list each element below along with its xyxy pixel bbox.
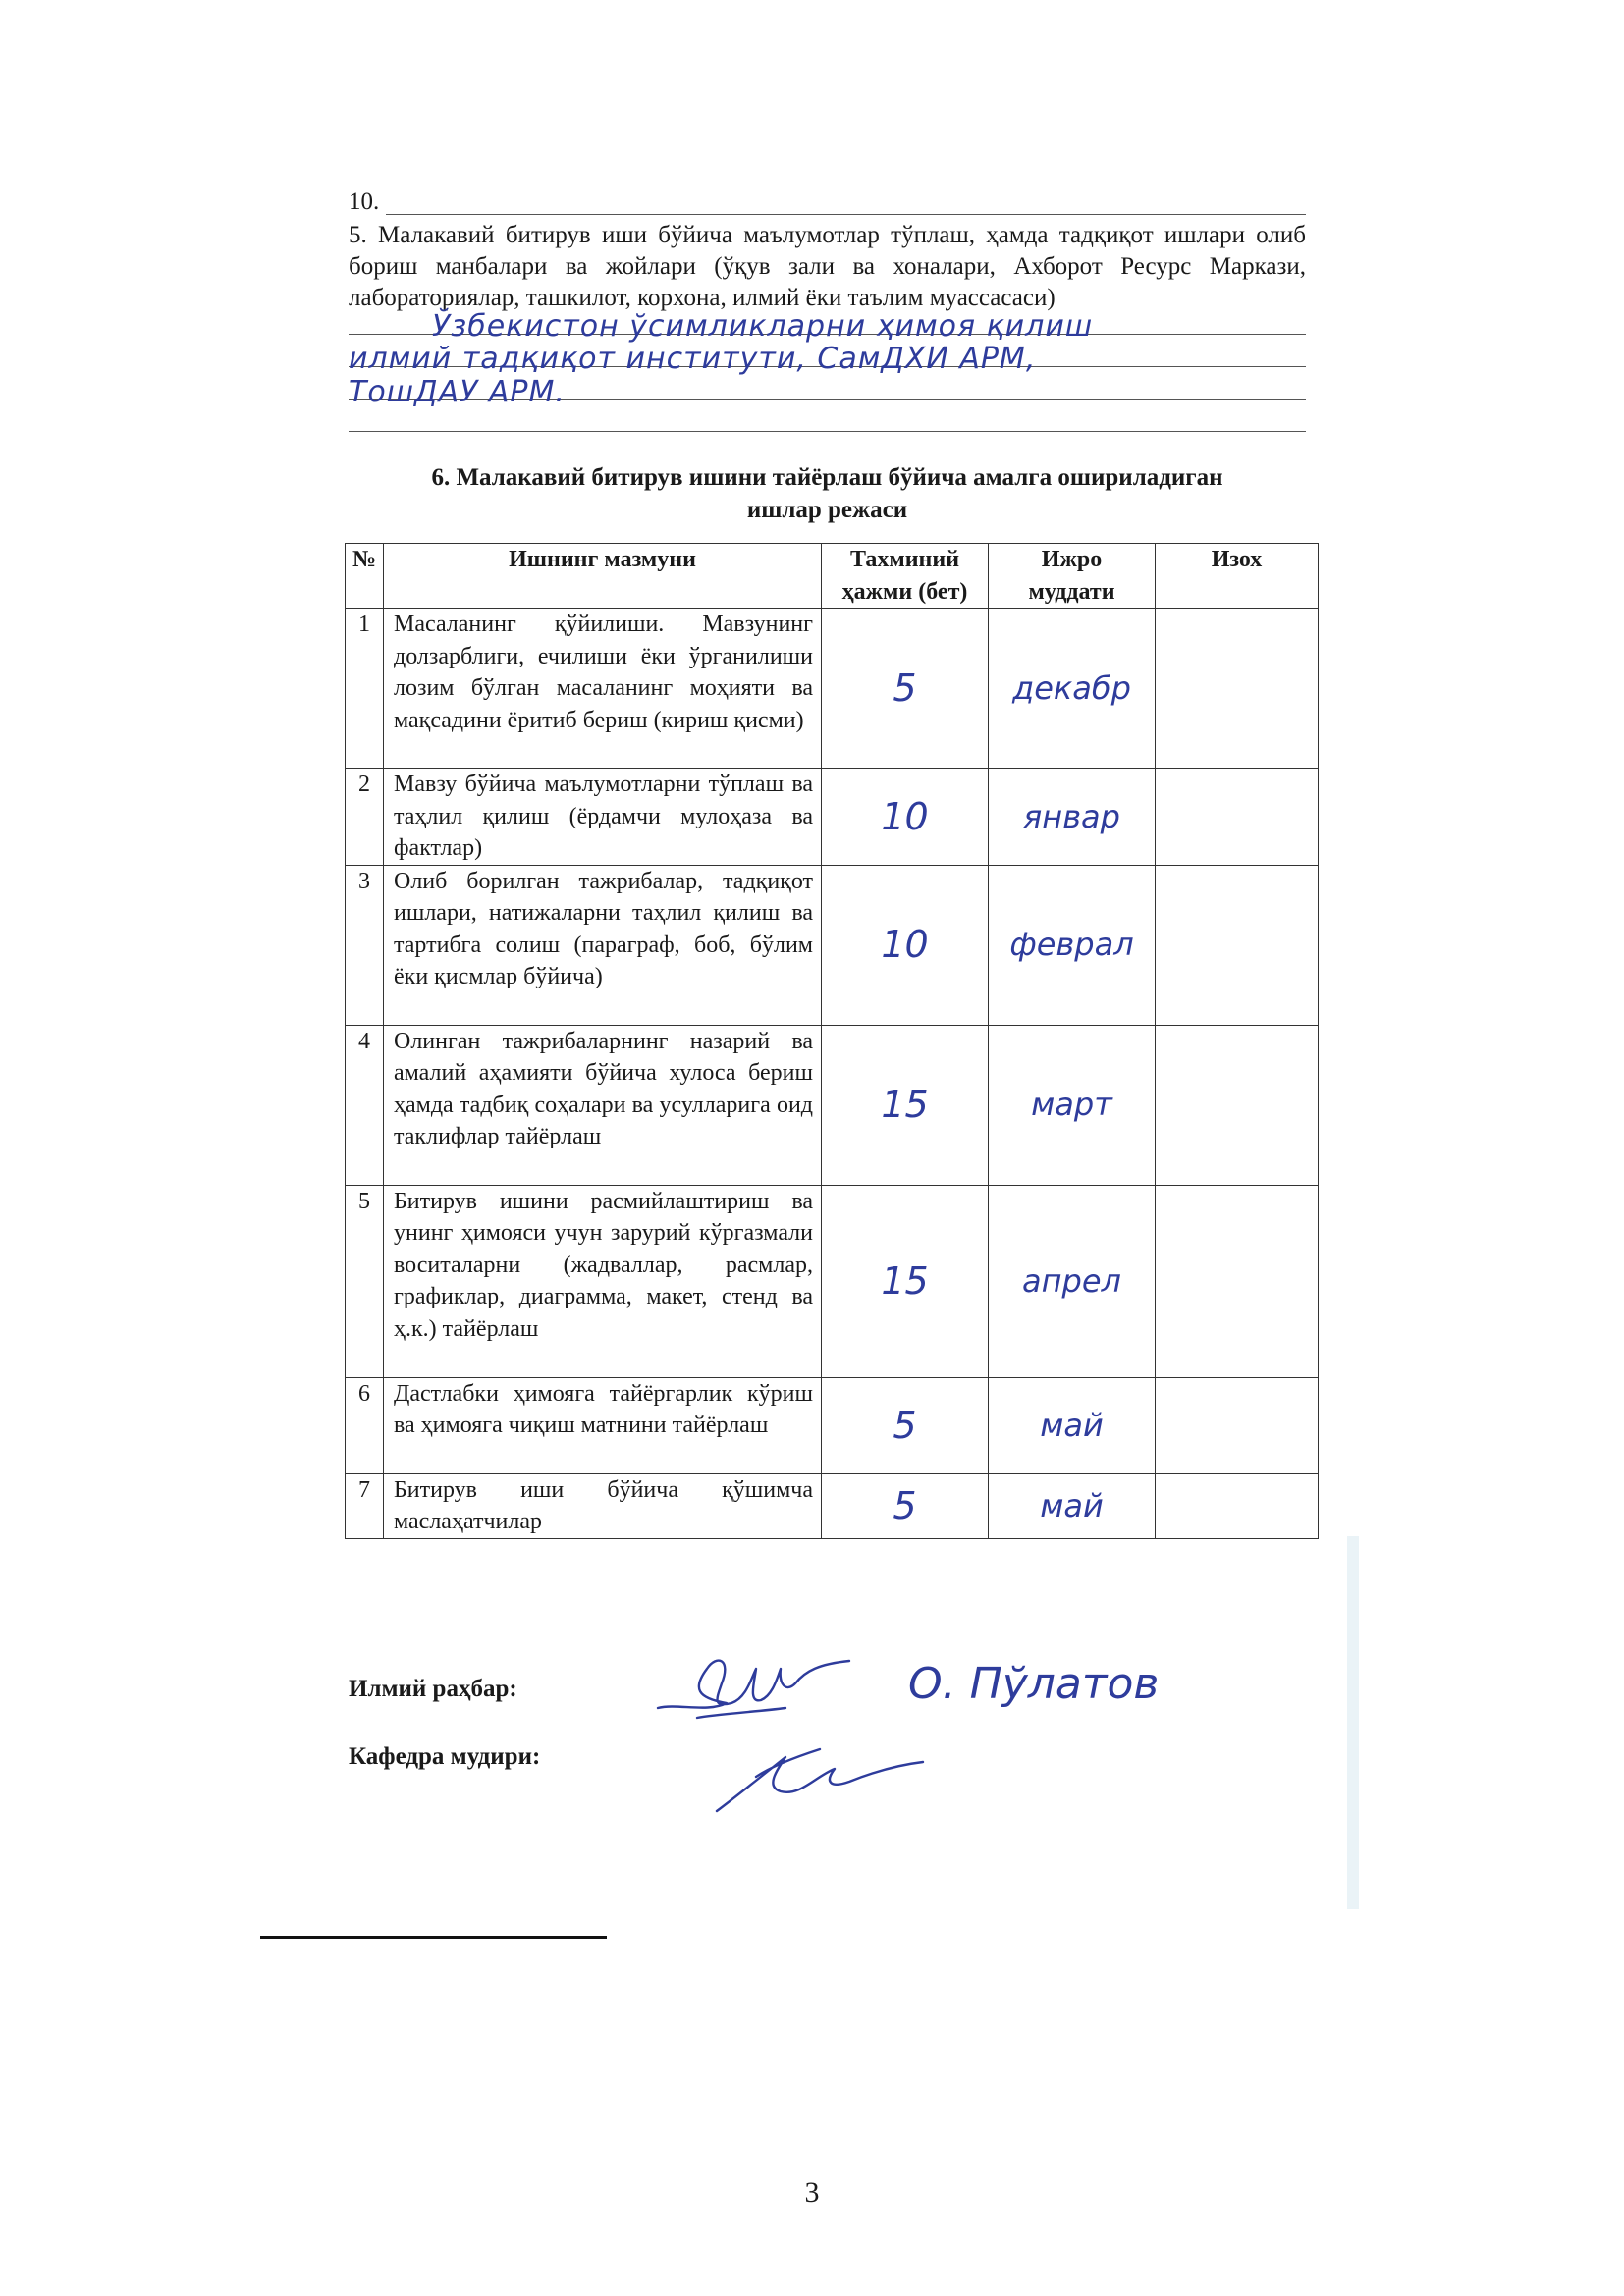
- row-volume: 5: [822, 1377, 989, 1473]
- handwritten-answer-line-1: Ўзбекистон ўсимликларни ҳимоя қилиш: [432, 309, 1094, 344]
- row-deadline: декабр: [989, 609, 1156, 769]
- section-6-title-line-2: ишлар режаси: [746, 497, 908, 523]
- section-6-title-line-1: 6. Малакавий битирув ишини тайёрлаш бўйича амалга ошириладиган: [431, 464, 1223, 491]
- table-row: [346, 1185, 1319, 1377]
- row-note: [1156, 1473, 1319, 1538]
- table-row: [346, 1025, 1319, 1185]
- table-row: [346, 1377, 1319, 1473]
- row-content: Масаланинг қўйилиши. Мавзунинг долзарблиги, ечилиши ёки ўрганилиши лозим бўлган масаланинг моҳияти ва мақсадини ёритиб бериш (кириш қисми): [384, 609, 822, 769]
- row-number: 1: [346, 609, 384, 769]
- handwritten-answer-line-2: илмий тадқиқот институти, СамДХИ АРМ,: [349, 342, 1037, 376]
- row-deadline: январ: [989, 769, 1156, 866]
- header-deadline: Ижро муддати: [989, 544, 1156, 609]
- section-5-text: 5. Малакавий битирув иши бўйича маълумотлар тўплаш, ҳамда тадқиқот ишлари олиб бориш манбалари ва жойлари (ўқув зали ва хоналари, Ахборот Ресурс Маркази, лабораториялар, ташкилот, корхона, илмий ёки таълим муассасаси): [349, 222, 1306, 311]
- row-deadline: март: [989, 1025, 1156, 1185]
- row-number: 3: [346, 865, 384, 1025]
- row-note: [1156, 1377, 1319, 1473]
- supervisor-signature: [658, 1661, 849, 1718]
- item-10-number: 10.: [349, 188, 380, 215]
- header-volume: Тахминий ҳажми (бет): [822, 544, 989, 609]
- row-note: [1156, 609, 1319, 769]
- row-deadline: май: [989, 1377, 1156, 1473]
- row-deadline: май: [989, 1473, 1156, 1538]
- row-volume: 15: [822, 1025, 989, 1185]
- row-number: 5: [346, 1185, 384, 1377]
- table-row: [346, 1473, 1319, 1538]
- row-deadline: феврал: [989, 865, 1156, 1025]
- answer-line: [349, 431, 1306, 432]
- handwritten-answer-line-3: ТошДАУ АРМ.: [349, 375, 566, 409]
- row-deadline: апрел: [989, 1185, 1156, 1377]
- row-volume: 5: [822, 1473, 989, 1538]
- row-content: Олиб борилган тажрибалар, тадқиқот ишлари, натижаларни таҳлил қилиш ва тартибга солиш (параграф, боб, бўлим ёки қисмлар бўйича): [384, 865, 822, 1025]
- table-row: [346, 769, 1319, 866]
- footnote-separator: [260, 1936, 607, 1939]
- item-10-blank-line: [386, 214, 1306, 215]
- section-6-title: [349, 461, 1306, 526]
- row-content: Мавзу бўйича маълумотларни тўплаш ва таҳлил қилиш (ёрдамчи мулоҳаза ва фактлар): [384, 769, 822, 866]
- row-number: 7: [346, 1473, 384, 1538]
- header-number: №: [346, 544, 384, 609]
- signature-scribbles: [638, 1610, 933, 1816]
- row-content: Битирув иши бўйича қўшимча маслаҳатчилар: [384, 1473, 822, 1538]
- row-note: [1156, 865, 1319, 1025]
- row-volume: 5: [822, 609, 989, 769]
- work-plan-table: [345, 543, 1319, 1539]
- supervisor-handwritten-name: О. Пўлатов: [908, 1659, 1160, 1709]
- table-row: [346, 609, 1319, 769]
- department-head-signature: [717, 1749, 923, 1811]
- table-row: [346, 865, 1319, 1025]
- item-10: [349, 188, 1306, 218]
- row-number: 6: [346, 1377, 384, 1473]
- header-content: Ишнинг мазмуни: [384, 544, 822, 609]
- row-content: Дастлабки ҳимояга тайёргарлик кўриш ва ҳимояга чиқиш матнини тайёрлаш: [384, 1377, 822, 1473]
- scan-artifact: [1347, 1536, 1359, 1909]
- row-note: [1156, 1025, 1319, 1185]
- supervisor-label: Илмий раҳбар:: [349, 1676, 517, 1702]
- row-note: [1156, 1185, 1319, 1377]
- table-header-row: [346, 544, 1319, 609]
- row-number: 2: [346, 769, 384, 866]
- row-volume: 10: [822, 865, 989, 1025]
- row-content: Олинган тажрибаларнинг назарий ва амалий аҳамияти бўйича хулоса бериш ҳамда тадбиқ соҳалари ва усулларига оид таклифлар тайёрлаш: [384, 1025, 822, 1185]
- row-number: 4: [346, 1025, 384, 1185]
- row-volume: 10: [822, 769, 989, 866]
- department-head-label: Кафедра мудири:: [349, 1743, 541, 1770]
- row-note: [1156, 769, 1319, 866]
- row-volume: 15: [822, 1185, 989, 1377]
- page-number: 3: [804, 2176, 820, 2209]
- header-note: Изох: [1156, 544, 1319, 609]
- row-content: Битирув ишини расмийлаштириш ва унинг ҳимояси учун зарурий кўргазмали воситаларни (жадваллар, расмлар, графиклар, диаграмма, макет, стенд ва ҳ.к.) тайёрлаш: [384, 1185, 822, 1377]
